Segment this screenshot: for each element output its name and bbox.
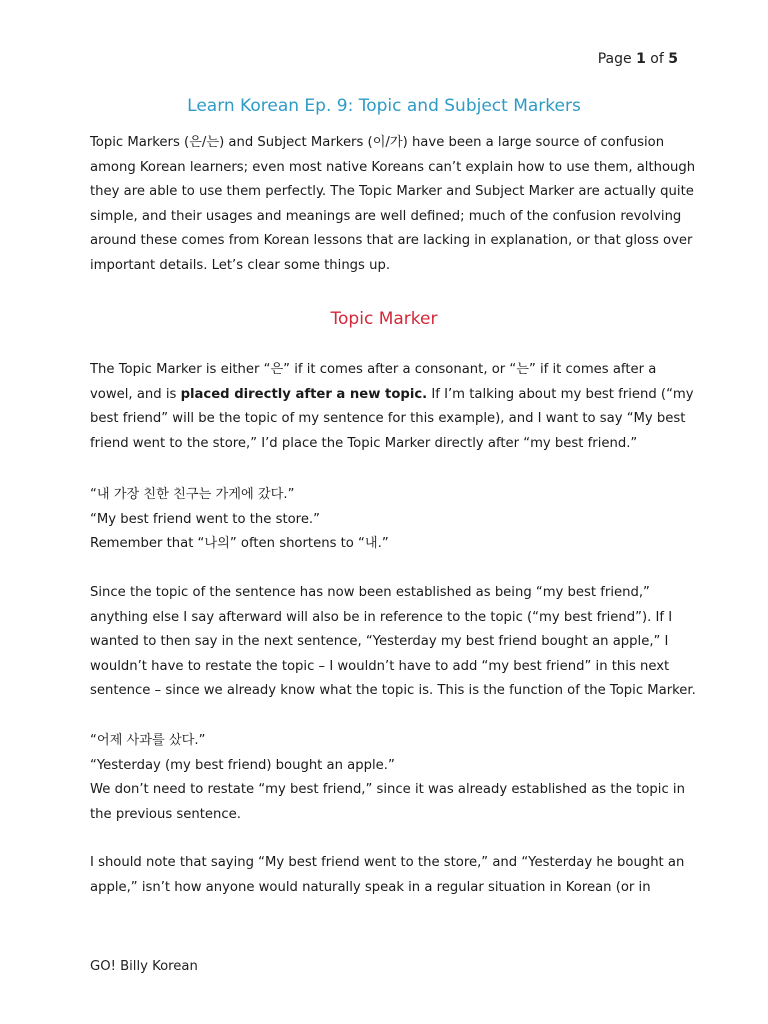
example-block-1: [90, 483, 682, 557]
text-line: We don’t need to restate “my best friend,” since it was already established as the topic in: [90, 782, 685, 797]
text-line: wouldn’t have to restate the topic – I wouldn’t have to add “my best friend” in this next: [90, 658, 670, 674]
text-line: friend went to the store,” I’d place the Topic Marker directly after “my best friend.”: [90, 435, 638, 451]
text-segment: vowel, and is: [90, 386, 181, 402]
page-number: [598, 51, 678, 67]
text-line: Since the topic of the sentence has now been established as being “my best friend,”: [90, 585, 650, 600]
example-block-2: [90, 729, 685, 827]
text-line: apple,” isn’t how anyone would naturally speak in a regular situation in Korean (or in: [90, 879, 651, 895]
since-paragraph: [90, 581, 696, 704]
text-line: I should note that saying “My best friend went to the store,” and “Yesterday he bought an: [90, 855, 685, 870]
text-line: simple, and their usages and meanings are well defined; much of the confusion revolving: [90, 208, 682, 224]
text-line: among Korean learners; even most native Koreans can’t explain how to use them, although: [90, 159, 696, 175]
example-note: Remember that “나의” often shortens to “내.”: [90, 536, 389, 551]
text-line: wanted to then say in the next sentence, “Yesterday my best friend bought an apple,” I: [90, 634, 669, 649]
page-footer: GO! Billy Korean: [90, 959, 198, 974]
text-line: Topic Markers (은/는) and Subject Markers (이/가) have been a large source of confusion: [90, 135, 665, 150]
current-page: 1: [636, 51, 646, 67]
english-translation: “My best friend went to the store.”: [90, 511, 320, 527]
intro-paragraph: [90, 131, 696, 278]
document-title: Learn Korean Ep. 9: Topic and Subject Markers: [187, 96, 581, 116]
page-of: of: [650, 51, 664, 67]
korean-example: “어제 사과를 샀다.”: [90, 733, 206, 748]
text-segment: If I’m talking about my best friend (“my: [427, 386, 694, 402]
text-line: The Topic Marker is either “은” if it comes after a consonant, or “는” if it comes after a: [90, 362, 657, 377]
text-line: important details. Let’s clear some things up.: [90, 257, 391, 273]
text-line: the previous sentence.: [90, 806, 241, 822]
bold-emphasis: placed directly after a new topic.: [180, 386, 428, 402]
korean-example: “내 가장 친한 친구는 가게에 갔다.”: [90, 487, 295, 502]
topic-marker-paragraph: [90, 358, 694, 456]
total-pages: 5: [668, 51, 678, 67]
note-paragraph: [90, 851, 685, 900]
text-line: best friend” will be the topic of my sentence for this example), and I want to say “My best: [90, 411, 686, 426]
english-translation: “Yesterday (my best friend) bought an apple.”: [90, 757, 395, 773]
text-line: sentence – since we already know what the topic is. This is the function of the Topic Marker.: [90, 683, 696, 698]
text-line: anything else I say afterward will also be in reference to the topic (“my best friend”). If I: [90, 609, 673, 625]
text-line: [90, 383, 694, 408]
page-prefix: Page: [597, 51, 632, 67]
section-heading-topic-marker: Topic Marker: [330, 309, 438, 329]
text-line: they are able to use them perfectly. The Topic Marker and Subject Marker are actually quite: [90, 184, 694, 199]
text-line: around these comes from Korean lessons that are lacking in explanation, or that gloss over: [90, 233, 693, 248]
